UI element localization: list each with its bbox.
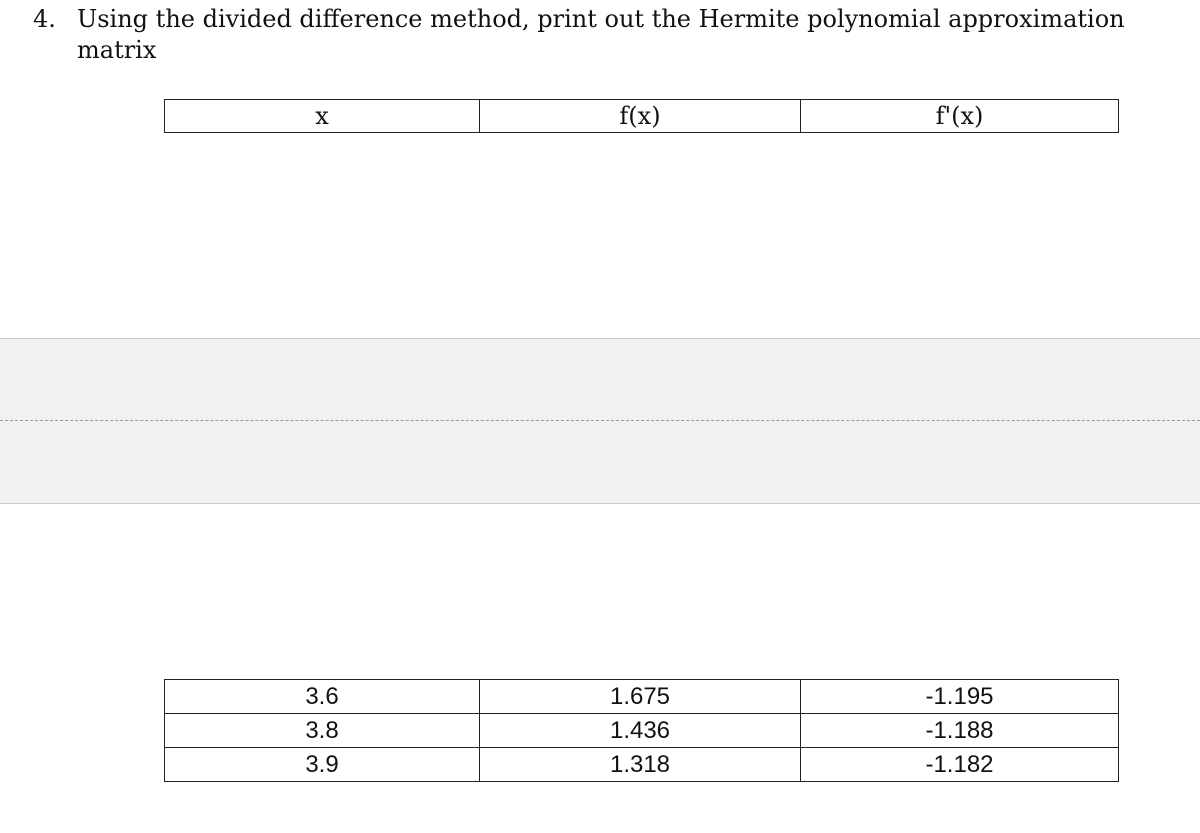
table-header-row: [165, 100, 1119, 133]
page-break: [0, 338, 1200, 504]
cell-fprime-x: -1.182: [801, 748, 1119, 782]
cell-fx: 1.436: [480, 714, 801, 748]
page-break-dashed-line: [0, 420, 1200, 421]
cell-x: 3.8: [165, 714, 480, 748]
cell-fx: 1.675: [480, 680, 801, 714]
header-table: [164, 99, 1119, 133]
cell-fx: 1.318: [480, 748, 801, 782]
header-fprime-x: f'(x): [801, 100, 1119, 133]
table-row: [165, 714, 1119, 748]
question-number: 4.: [33, 5, 56, 33]
header-fx: f(x): [480, 100, 801, 133]
table-row: [165, 680, 1119, 714]
table-row: [165, 748, 1119, 782]
cell-fprime-x: -1.188: [801, 714, 1119, 748]
cell-x: 3.6: [165, 680, 480, 714]
question-text: Using the divided difference method, print out the Hermite polynomial approximation matrix: [77, 5, 1125, 64]
data-table: [164, 679, 1119, 782]
header-x: x: [165, 100, 480, 133]
cell-fprime-x: -1.195: [801, 680, 1119, 714]
cell-x: 3.9: [165, 748, 480, 782]
